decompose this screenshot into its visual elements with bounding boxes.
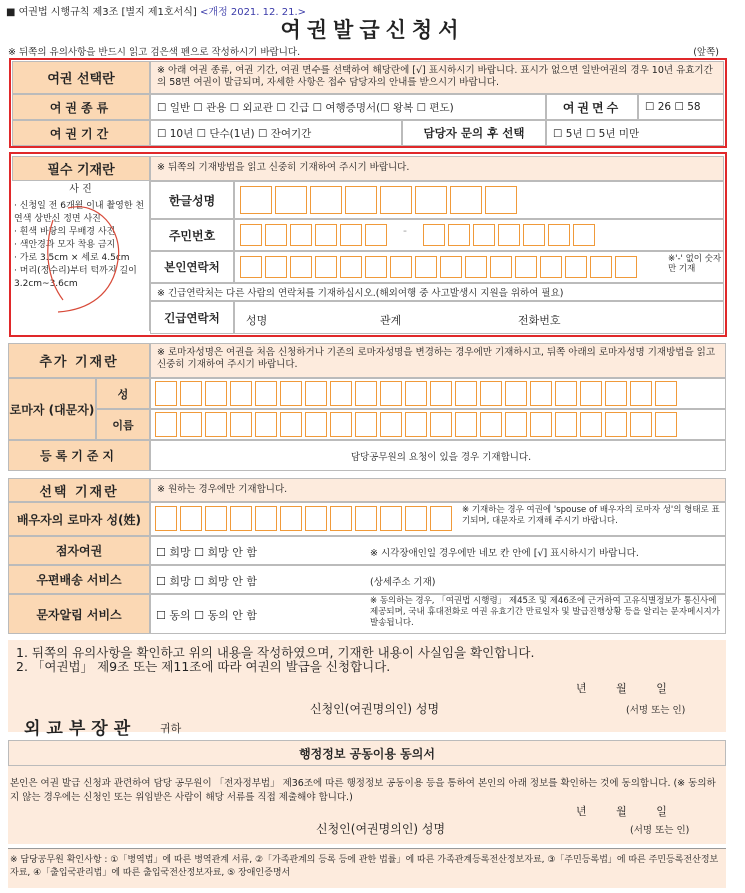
given-boxes[interactable]	[155, 412, 677, 437]
passport-type-options[interactable]: ☐ 일반 ☐ 관용 ☐ 외교관 ☐ 긴급 ☐ 여행증명서(☐ 왕복 ☐ 편도)	[150, 94, 546, 120]
photo-rule: · 머리(정수리)부터 턱까지 길이 3.2cm~3.6cm	[14, 265, 137, 289]
page-title: 여권발급신청서	[280, 18, 465, 42]
declaration-signer[interactable]: 신청인(여권명의인) 성명	[310, 702, 440, 716]
recipient-honorific: 귀하	[160, 722, 182, 735]
delivery-note: (상세주소 기재)	[370, 577, 436, 588]
contact-label: 본인연락처	[150, 251, 234, 283]
passport-type-label: 여권종류	[12, 94, 150, 120]
braille-label: 점자여권	[8, 536, 150, 565]
given-name-label: 이름	[96, 409, 150, 440]
photo-rule: · 색안경과 모자 착용 금지	[14, 239, 116, 250]
photo-rule: · 신청일 전 6개월 이내 촬영한 천연색 상반신 정면 사진	[14, 200, 145, 224]
optional-label: 선택 기재란	[8, 478, 150, 502]
officer-select-options[interactable]: ☐ 5년 ☐ 5년 미만	[546, 120, 724, 146]
additional-label: 추가 기재란	[8, 343, 150, 378]
form-reference: ■ 여권법 시행규칙 제3조 [별지 제1호서식] <개정 2021. 12. 21.>	[6, 7, 307, 18]
passport-period-label: 여권기간	[12, 120, 150, 146]
consent-title: 행정정보 공동이용 동의서	[8, 740, 726, 766]
sms-options[interactable]: ☐ 동의 ☐ 동의 안 함	[156, 609, 257, 622]
roman-label: 로마자 (대문자)	[8, 378, 96, 440]
passport-pages-label: 여권면수	[546, 94, 638, 120]
name-label: 한글성명	[150, 181, 234, 219]
braille-options[interactable]: ☐ 희망 ☐ 희망 안 함	[156, 546, 257, 559]
page-side-label: (앞쪽)	[693, 47, 719, 58]
officer-select-label: 담당자 문의 후 선택	[402, 120, 546, 146]
registry-note[interactable]: 담당공무원의 요청이 있을 경우 기재합니다.	[150, 440, 726, 471]
id-boxes[interactable]: -	[240, 224, 595, 246]
braille-note: ※ 시각장애인일 경우에만 네모 칸 안에 [√] 표시하시기 바랍니다.	[370, 548, 639, 559]
photo-rule: · 가로 3.5cm × 세로 4.5cm	[14, 252, 130, 263]
delivery-label: 우편배송 서비스	[8, 565, 150, 594]
id-label: 주민번호	[150, 219, 234, 251]
declaration-sign: (서명 또는 인)	[626, 705, 686, 716]
emergency-phone: 전화번호	[518, 314, 561, 327]
passport-select-label: 여권 선택란	[12, 61, 150, 94]
spouse-boxes[interactable]	[155, 506, 452, 531]
emergency-relation: 관계	[380, 314, 402, 327]
additional-hint: ※ 로마자성명은 여권을 처음 신청하거나 기존의 로마자성명을 변경하는 경우에만 기재하시고, 뒤쪽 아래의 로마자성명 기재방법을 읽고 신중히 기재하여 주시기 바랍니다.	[150, 343, 726, 378]
photo-rule: · 흰색 바탕의 무배경 사진	[14, 226, 116, 237]
sms-note: ※ 동의하는 경우, 「여권법 시행령」 제45조 및 제46조에 근거하여 고유식별정보가 통신사에 제공되며, 국내 휴대전화로 여권 유효기간 만료일자 및 발급진행상황 등을 알리는 문자메시지가 발송됩니다.	[370, 596, 720, 629]
required-label: 필수 기재란	[12, 156, 150, 181]
declaration-line-2: 2. 「여권법」 제9조 또는 제11조에 따라 여권의 발급을 신청합니다.	[16, 659, 391, 674]
passport-select-highlight	[9, 58, 727, 148]
consent-sign: (서명 또는 인)	[630, 825, 690, 836]
consent-signer[interactable]: 신청인(여권명의인) 성명	[316, 822, 446, 836]
passport-pages-options[interactable]: ☐ 26 ☐ 58	[638, 94, 724, 120]
surname-label: 성	[96, 378, 150, 409]
contact-note: ※'-' 없이 숫자만 기재	[668, 254, 722, 275]
surname-boxes[interactable]	[155, 381, 677, 406]
emergency-label: 긴급연락처	[150, 301, 234, 334]
declaration-line-1: 1. 뒤쪽의 유의사항을 확인하고 위의 내용을 작성하였으며, 기재한 내용이 사실임을 확인합니다.	[16, 645, 535, 660]
spouse-label: 배우자의 로마자 성(姓)	[8, 502, 150, 536]
declaration-date: 년 월 일	[576, 682, 667, 695]
recipient: 외교부장관	[24, 719, 137, 739]
consent-date: 년 월 일	[576, 805, 667, 818]
emergency-name: 성명	[246, 314, 268, 327]
required-hint: ※ 뒤쪽의 기재방법을 읽고 신중히 기재하여 주시기 바랍니다.	[150, 156, 724, 181]
required-highlight	[9, 152, 727, 337]
photo-title: 사 진	[69, 184, 92, 195]
sms-label: 문자알림 서비스	[8, 594, 150, 634]
delivery-options[interactable]: ☐ 희망 ☐ 희망 안 함	[156, 575, 257, 588]
registry-label: 등록기준지	[8, 440, 150, 471]
revision-date: <개정 2021. 12. 21.>	[199, 7, 307, 18]
passport-select-hint: ※ 아래 여권 종류, 여권 기간, 여권 면수를 선택하여 해당란에 [√] 표시하시기 바랍니다. 표시가 없으면 일반여권의 경우 10년 유효기간의 58면 여권이 발급되며, 자세한 사항은 접수 담당자의 안내를 받으시기 바랍니다.	[150, 61, 724, 94]
consent-body: 본인은 여권 발급 신청과 관련하여 담당 공무원이 「전자정부법」 제36조에 따른 행정정보 공동이용 등을 통하여 본인의 아래 정보를 확인하는 것에 동의합니다. (※ 동의하지 않는 경우에는 신청인 또는 위임받은 사람이 해당 서류를 직접 제출해야 합니다.)	[10, 778, 716, 803]
optional-hint: ※ 원하는 경우에만 기재합니다.	[150, 478, 726, 502]
officer-check-items: ※ 담당공무원 확인사항 : ①「병역법」에 따른 병역관계 서류, ②「가족관계의 등록 등에 관한 법률」에 따른 가족관계등록전산정보자료, ③「주민등록법」에 따른 주민등록전산정보자료, ④「출입국관리법」에 따른 출입국전산정보자료, ⑤ 장애인증명서	[10, 855, 719, 879]
passport-period-options[interactable]: ☐ 10년 ☐ 단수(1년) ☐ 잔여기간	[150, 120, 402, 146]
instruction-note: ※ 뒤쪽의 유의사항을 반드시 읽고 검은색 펜으로 작성하시기 바랍니다.	[8, 47, 301, 58]
emergency-hint: ※ 긴급연락처는 다른 사람의 연락처를 기재하십시오.(해외여행 중 사고발생시 지원을 위하여 필요)	[150, 283, 724, 301]
spouse-note: ※ 기재하는 경우 여권에 'spouse of 배우자의 로마자 성'의 형태로 표기되며, 대문자로 기재해 주시기 바랍니다.	[462, 505, 720, 527]
